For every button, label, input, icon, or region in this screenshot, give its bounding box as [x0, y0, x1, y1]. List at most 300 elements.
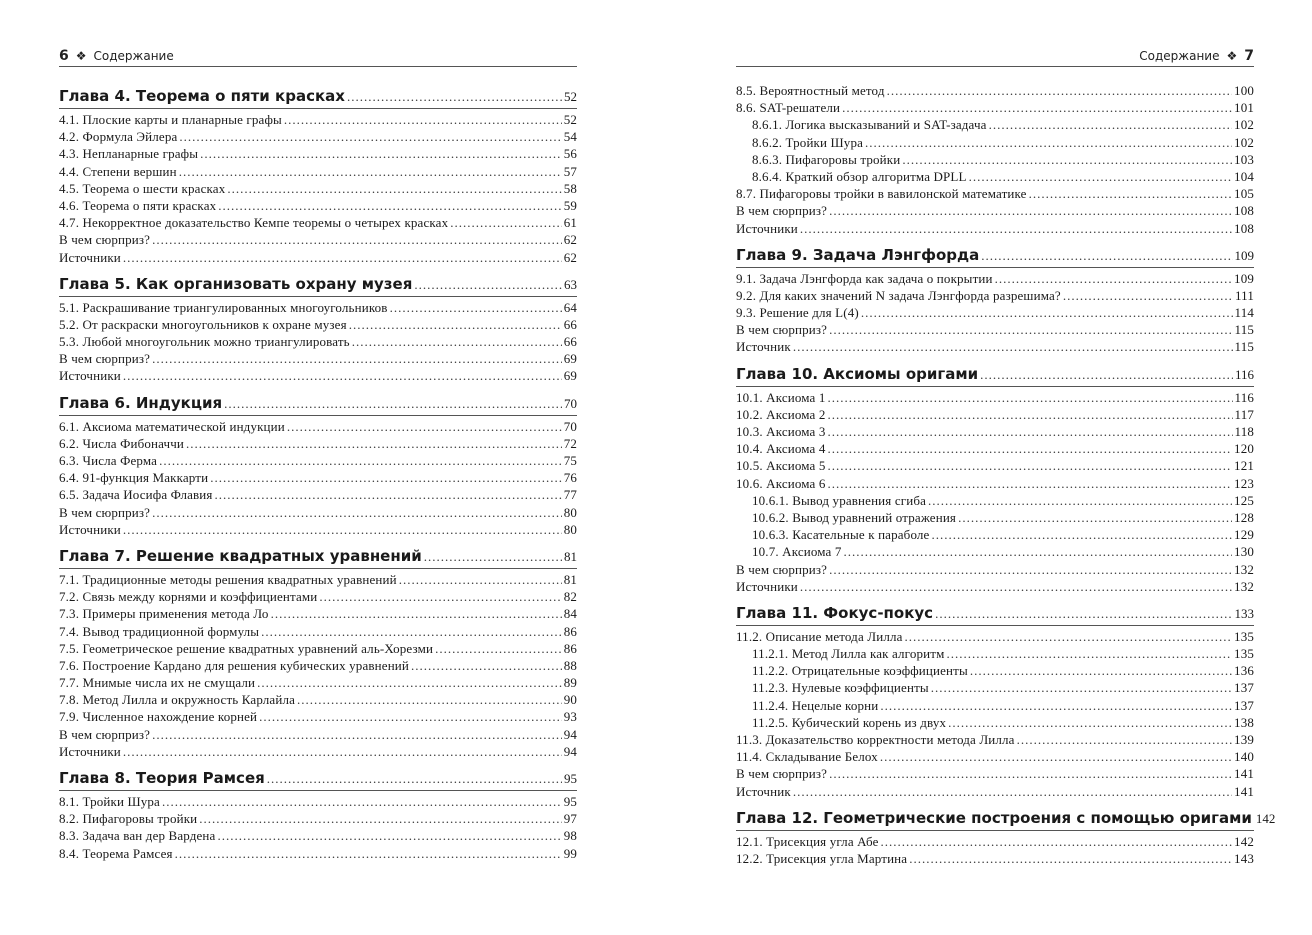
entry-page-number: 52: [563, 112, 577, 127]
dot-leader: [179, 163, 562, 180]
entry-title: В чем сюрприз?: [59, 232, 151, 248]
dot-leader: [800, 578, 1232, 595]
dot-leader: [828, 423, 1233, 440]
entry-title: 9.1. Задача Лэнгфорда как задача о покрытии: [736, 270, 993, 286]
toc-entry: [59, 674, 577, 691]
entry-page-number: 102: [1234, 117, 1254, 133]
dot-leader: [179, 128, 561, 145]
entry-page-number: 100: [1234, 83, 1254, 98]
toc-entry: [736, 578, 1254, 595]
entry-page-number: 138: [1234, 714, 1254, 730]
ornament-icon: ❖: [75, 49, 87, 63]
toc-chapter-entry: [736, 601, 1254, 626]
dot-leader: [217, 827, 561, 844]
entry-page-number: 90: [563, 692, 577, 708]
dot-leader: [200, 145, 562, 162]
dot-leader: [800, 220, 1232, 237]
entry-title: Источник: [736, 783, 791, 799]
dot-leader: [349, 316, 562, 333]
dot-leader: [175, 845, 562, 862]
dot-leader: [352, 333, 562, 350]
toc-entry: [736, 321, 1254, 338]
entry-title: 11.2. Описание метода Лилла: [736, 628, 903, 644]
entry-page-number: 66: [563, 316, 577, 332]
dot-leader: [880, 697, 1232, 714]
entry-title: 5.3. Любой многоугольник можно триангулировать: [59, 334, 350, 350]
dot-leader: [829, 561, 1232, 578]
dot-leader: [123, 249, 562, 266]
entry-page-number: 116: [1234, 389, 1254, 405]
toc-entry: [59, 418, 577, 435]
entry-title: 4.5. Теорема о шести красках: [59, 180, 226, 196]
entry-title: Источники: [59, 249, 121, 265]
entry-title: 11.2.4. Нецелые корни: [752, 697, 879, 713]
toc-entry: [59, 708, 577, 725]
toc-entry: [736, 543, 1254, 560]
dot-leader: [909, 850, 1232, 867]
entry-page-number: 77: [563, 487, 577, 503]
entry-title: 7.1. Традиционные методы решения квадратных уравнений: [59, 571, 397, 587]
toc-entry: [59, 163, 577, 180]
entry-page-number: 62: [563, 249, 577, 265]
toc-entry: [736, 220, 1254, 237]
toc-entry: [59, 145, 577, 162]
entry-page-number: 142: [1255, 810, 1276, 826]
entry-title: 7.8. Метод Лилла и окружность Карлайла: [59, 692, 296, 708]
dot-leader: [399, 571, 562, 588]
entry-page-number: 130: [1234, 544, 1254, 560]
dot-leader: [218, 197, 561, 214]
entry-page-number: 70: [564, 395, 577, 411]
entry-title: В чем сюрприз?: [736, 766, 828, 782]
entry-title: 6.4. 91-функция Маккарти: [59, 470, 209, 486]
entry-title: Источник: [736, 339, 791, 355]
dot-leader: [1063, 287, 1233, 304]
entry-page-number: 52: [564, 89, 577, 104]
toc-entry: [59, 435, 577, 452]
chapter-title: Глава 10. Аксиомы оригами: [736, 364, 979, 383]
entry-page-number: 115: [1234, 322, 1254, 338]
dot-leader: [414, 273, 562, 297]
toc-chapter-entry: [59, 84, 577, 109]
entry-page-number: 84: [563, 606, 577, 622]
toc-entry: [736, 287, 1254, 304]
entry-title: В чем сюрприз?: [736, 561, 828, 577]
entry-title: 10.7. Аксиома 7: [752, 544, 842, 560]
entry-page-number: 105: [1234, 186, 1254, 202]
entry-page-number: 111: [1235, 287, 1254, 303]
entry-title: 7.2. Связь между корнями и коэффициентами: [59, 589, 318, 605]
entry-page-number: 95: [564, 771, 577, 786]
entry-title: 7.5. Геометрическое решение квадратных уравнений аль-Хорезми: [59, 640, 434, 656]
toc-entry: [59, 640, 577, 657]
entry-page-number: 103: [1234, 151, 1254, 167]
entry-page-number: 139: [1234, 732, 1254, 747]
entry-page-number: 109: [1234, 247, 1254, 263]
chapter-title: Глава 12. Геометрические построения с помощью оригами: [736, 808, 1252, 827]
dot-leader: [928, 492, 1232, 509]
toc-entry: [736, 270, 1254, 287]
dot-leader: [287, 418, 562, 435]
entry-title: В чем сюрприз?: [736, 322, 828, 338]
toc-entry: [736, 679, 1254, 696]
entry-title: Источники: [736, 220, 798, 236]
toc-chapter-entry: [59, 544, 577, 569]
entry-page-number: 66: [563, 334, 577, 350]
dot-leader: [989, 116, 1232, 133]
entry-title: 11.2.5. Кубический корень из двух: [752, 714, 947, 730]
toc-entry: [59, 128, 577, 145]
entry-page-number: 135: [1234, 646, 1254, 662]
entry-page-number: 86: [563, 623, 577, 639]
running-head-title: Содержание: [93, 49, 174, 63]
dot-leader: [828, 457, 1233, 474]
entry-page-number: 101: [1234, 100, 1254, 116]
dot-leader: [881, 833, 1233, 850]
chapter-title: Глава 6. Индукция: [59, 393, 223, 412]
entry-title: 8.7. Пифагоровы тройки в вавилонской математике: [736, 186, 1027, 202]
entry-page-number: 95: [563, 794, 577, 809]
dot-leader: [865, 134, 1232, 151]
entry-title: 4.1. Плоские карты и планарные графы: [59, 112, 282, 127]
toc-entry: [59, 333, 577, 350]
entry-page-number: 137: [1234, 697, 1254, 713]
right-page: [736, 0, 1276, 935]
entry-title: 10.1. Аксиома 1: [736, 389, 826, 405]
entry-page-number: 137: [1234, 680, 1254, 696]
dot-leader: [948, 714, 1232, 731]
left-toc: [59, 84, 577, 862]
dot-leader: [152, 504, 562, 521]
toc-entry: [736, 492, 1254, 509]
entry-title: 7.9. Численное нахождение корней: [59, 709, 258, 725]
toc-entry: [736, 748, 1254, 765]
chapter-title: Глава 7. Решение квадратных уравнений: [59, 546, 422, 565]
toc-entry: [59, 571, 577, 588]
entry-title: 5.1. Раскрашивание триангулированных многоугольников: [59, 299, 388, 315]
toc-entry: [736, 765, 1254, 782]
entry-page-number: 61: [563, 215, 577, 231]
entry-title: В чем сюрприз?: [736, 203, 828, 219]
dot-leader: [931, 679, 1232, 696]
dot-leader: [123, 367, 562, 384]
dot-leader: [828, 440, 1233, 457]
toc-entry: [736, 116, 1254, 133]
entry-page-number: 54: [563, 129, 577, 145]
toc-entry: [736, 151, 1254, 168]
entry-title: Источники: [736, 578, 798, 594]
toc-entry: [59, 469, 577, 486]
entry-page-number: 80: [563, 504, 577, 520]
dot-leader: [1029, 185, 1232, 202]
toc-entry: [59, 691, 577, 708]
toc-entry: [736, 168, 1254, 185]
dot-leader: [261, 623, 562, 640]
dot-leader: [969, 168, 1232, 185]
dot-leader: [887, 82, 1232, 99]
entry-page-number: 143: [1234, 850, 1254, 866]
dot-leader: [267, 767, 562, 791]
entry-page-number: 136: [1234, 663, 1254, 679]
toc-entry: [59, 197, 577, 214]
chapter-title: Глава 11. Фокус-покус: [736, 603, 934, 622]
entry-page-number: 114: [1234, 305, 1254, 321]
toc-entry: [736, 134, 1254, 151]
toc-entry: [736, 389, 1254, 406]
entry-page-number: 81: [564, 548, 577, 564]
dot-leader: [210, 469, 561, 486]
toc-entry: [59, 521, 577, 538]
toc-entry: [59, 623, 577, 640]
entry-title: 8.3. Задача ван дер Вардена: [59, 828, 216, 844]
toc-entry: [736, 475, 1254, 492]
entry-title: 11.2.2. Отрицательные коэффициенты: [752, 663, 968, 679]
entry-page-number: 141: [1234, 766, 1254, 782]
entry-page-number: 123: [1234, 475, 1254, 491]
entry-title: 6.3. Числа Ферма: [59, 453, 158, 468]
toc-entry: [59, 810, 577, 827]
toc-entry: [59, 316, 577, 333]
entry-title: 11.4. Складывание Белох: [736, 749, 878, 765]
toc-entry: [736, 850, 1254, 867]
entry-page-number: 117: [1234, 406, 1254, 422]
entry-page-number: 75: [563, 453, 577, 468]
toc-entry: [736, 731, 1254, 748]
entry-title: 12.2. Трисекция угла Мартина: [736, 850, 908, 866]
entry-title: 10.3. Аксиома 3: [736, 424, 826, 439]
toc-entry: [736, 628, 1254, 645]
toc-entry: [736, 509, 1254, 526]
entry-page-number: 63: [564, 276, 577, 292]
entry-page-number: 56: [563, 146, 577, 162]
toc-entry: [736, 645, 1254, 662]
toc-entry: [736, 406, 1254, 423]
dot-leader: [931, 526, 1232, 543]
entry-title: 4.4. Степени вершин: [59, 163, 177, 179]
dot-leader: [829, 202, 1232, 219]
entry-title: 10.6.1. Вывод уравнения сгиба: [752, 492, 927, 508]
toc-chapter-entry: [736, 806, 1276, 831]
toc-chapter-entry: [59, 391, 577, 416]
toc-chapter-entry: [59, 272, 577, 297]
entry-page-number: 69: [563, 368, 577, 384]
entry-page-number: 116: [1234, 366, 1254, 382]
entry-page-number: 125: [1234, 492, 1254, 508]
entry-page-number: 98: [563, 828, 577, 844]
entry-title: 4.6. Теорема о пяти красках: [59, 197, 217, 213]
dot-leader: [958, 509, 1232, 526]
entry-page-number: 70: [563, 418, 577, 434]
entry-title: 8.6.4. Краткий обзор алгоритма DPLL: [752, 168, 967, 184]
toc-entry: [736, 714, 1254, 731]
entry-title: 8.6.3. Пифагоровы тройки: [752, 151, 901, 167]
dot-leader: [284, 111, 562, 128]
entry-page-number: 129: [1234, 527, 1254, 543]
dot-leader: [1017, 731, 1232, 748]
toc-entry: [59, 214, 577, 231]
entry-title: 7.4. Вывод традиционной формулы: [59, 623, 260, 639]
entry-title: 11.2.3. Нулевые коэффициенты: [752, 680, 929, 696]
ornament-icon: ❖: [1226, 49, 1238, 63]
toc-chapter-entry: [736, 362, 1254, 387]
dot-leader: [829, 321, 1232, 338]
entry-title: 8.4. Теорема Рамсея: [59, 845, 173, 861]
toc-entry: [736, 662, 1254, 679]
entry-title: 8.6.2. Тройки Шура: [752, 134, 864, 150]
toc-entry: [59, 588, 577, 605]
entry-title: 10.6.2. Вывод уравнений отражения: [752, 509, 957, 525]
toc-entry: [736, 783, 1254, 800]
entry-page-number: 135: [1234, 628, 1254, 644]
entry-title: 6.2. Числа Фибоначчи: [59, 435, 185, 451]
entry-title: 9.2. Для каких значений N задача Лэнгфорда разрешима?: [736, 287, 1061, 303]
dot-leader: [411, 657, 562, 674]
entry-page-number: 62: [563, 232, 577, 248]
dot-leader: [152, 231, 562, 248]
entry-page-number: 118: [1234, 424, 1254, 439]
toc-entry: [736, 697, 1254, 714]
entry-title: 4.3. Непланарные графы: [59, 146, 199, 162]
entry-page-number: 89: [563, 675, 577, 691]
entry-page-number: 128: [1234, 509, 1254, 525]
entry-title: 7.3. Примеры применения метода Ло: [59, 606, 269, 622]
toc-entry: [59, 486, 577, 503]
entry-title: 10.6. Аксиома 6: [736, 475, 826, 491]
dot-leader: [829, 765, 1232, 782]
entry-page-number: 81: [563, 571, 577, 587]
entry-title: 8.2. Пифагоровы тройки: [59, 811, 198, 827]
dot-leader: [186, 435, 562, 452]
entry-page-number: 115: [1234, 339, 1254, 355]
chapter-title: Глава 9. Задача Лэнгфорда: [736, 245, 980, 264]
entry-page-number: 132: [1234, 578, 1254, 594]
dot-leader: [842, 99, 1232, 116]
chapter-title: Глава 4. Теорема о пяти красках: [59, 87, 345, 105]
toc-entry: [59, 249, 577, 266]
entry-title: 10.5. Аксиома 5: [736, 458, 826, 474]
entry-page-number: 76: [563, 470, 577, 486]
entry-page-number: 69: [563, 351, 577, 367]
entry-page-number: 104: [1234, 168, 1254, 184]
toc-entry: [736, 99, 1254, 116]
toc-entry: [736, 202, 1254, 219]
toc-entry: [59, 452, 577, 469]
entry-page-number: 121: [1234, 458, 1254, 474]
toc-entry: [736, 561, 1254, 578]
toc-entry: [59, 726, 577, 743]
entry-page-number: 72: [563, 435, 577, 451]
entry-page-number: 59: [563, 197, 577, 213]
dot-leader: [152, 726, 562, 743]
entry-title: 8.1. Тройки Шура: [59, 794, 160, 809]
entry-page-number: 141: [1234, 783, 1254, 799]
dot-leader: [828, 389, 1233, 406]
dot-leader: [793, 783, 1232, 800]
entry-page-number: 108: [1234, 203, 1254, 219]
dot-leader: [347, 85, 562, 109]
toc-chapter-entry: [59, 766, 577, 791]
dot-leader: [257, 674, 562, 691]
entry-title: 12.1. Трисекция угла Абе: [736, 833, 879, 849]
toc-entry: [59, 793, 577, 810]
page-number: 7: [1244, 48, 1254, 64]
entry-title: 8.6. SAT-решатели: [736, 100, 841, 116]
toc-entry: [736, 833, 1254, 850]
entry-page-number: 88: [563, 657, 577, 673]
entry-page-number: 120: [1234, 441, 1254, 457]
toc-entry: [59, 845, 577, 862]
entry-page-number: 97: [563, 811, 577, 827]
entry-title: Источники: [59, 743, 121, 759]
left-page: [59, 0, 577, 935]
entry-page-number: 140: [1234, 749, 1254, 765]
dot-leader: [880, 748, 1232, 765]
running-head-title: Содержание: [1139, 49, 1220, 63]
entry-page-number: 132: [1234, 561, 1254, 577]
dot-leader: [946, 645, 1232, 662]
entry-title: В чем сюрприз?: [59, 726, 151, 742]
toc-entry: [59, 350, 577, 367]
entry-title: 8.5. Вероятностный метод: [736, 83, 885, 98]
entry-title: 4.7. Некорректное доказательство Кемпе теоремы о четырех красках: [59, 215, 449, 231]
dot-leader: [828, 406, 1233, 423]
right-running-head: [736, 46, 1254, 67]
toc-entry: [59, 657, 577, 674]
dot-leader: [828, 475, 1233, 492]
toc-chapter-entry: [736, 243, 1254, 268]
entry-page-number: 109: [1234, 270, 1254, 286]
toc-entry: [59, 299, 577, 316]
dot-leader: [159, 452, 562, 469]
toc-entry: [736, 457, 1254, 474]
entry-page-number: 64: [563, 299, 577, 315]
entry-page-number: 108: [1234, 220, 1254, 236]
dot-leader: [390, 299, 562, 316]
entry-page-number: 82: [563, 589, 577, 605]
dot-leader: [793, 338, 1233, 355]
toc-entry: [736, 440, 1254, 457]
toc-entry: [59, 180, 577, 197]
toc-entry: [736, 185, 1254, 202]
page-number: 6: [59, 48, 69, 64]
dot-leader: [152, 350, 562, 367]
toc-entry: [59, 743, 577, 760]
entry-title: 10.4. Аксиома 4: [736, 441, 826, 457]
chapter-title: Глава 5. Как организовать охрану музея: [59, 274, 413, 293]
entry-title: 8.6.1. Логика высказываний и SAT-задача: [752, 117, 987, 133]
dot-leader: [844, 543, 1233, 560]
entry-title: 7.7. Мнимые числа их не смущали: [59, 675, 256, 691]
entry-page-number: 93: [563, 709, 577, 725]
entry-title: 4.2. Формула Эйлера: [59, 129, 178, 145]
dot-leader: [224, 392, 562, 416]
dot-leader: [215, 486, 562, 503]
dot-leader: [435, 640, 562, 657]
entry-page-number: 94: [563, 743, 577, 759]
entry-title: 5.2. От раскраски многоугольников к охране музея: [59, 316, 347, 332]
dot-leader: [424, 545, 562, 569]
entry-title: В чем сюрприз?: [59, 504, 151, 520]
toc-entry: [59, 605, 577, 622]
toc-entry: [59, 504, 577, 521]
dot-leader: [981, 244, 1232, 268]
toc-entry: [59, 111, 577, 128]
dot-leader: [227, 180, 561, 197]
entry-title: 9.3. Решение для L(4): [736, 305, 859, 321]
dot-leader: [271, 605, 562, 622]
toc-entry: [59, 827, 577, 844]
dot-leader: [861, 304, 1233, 321]
